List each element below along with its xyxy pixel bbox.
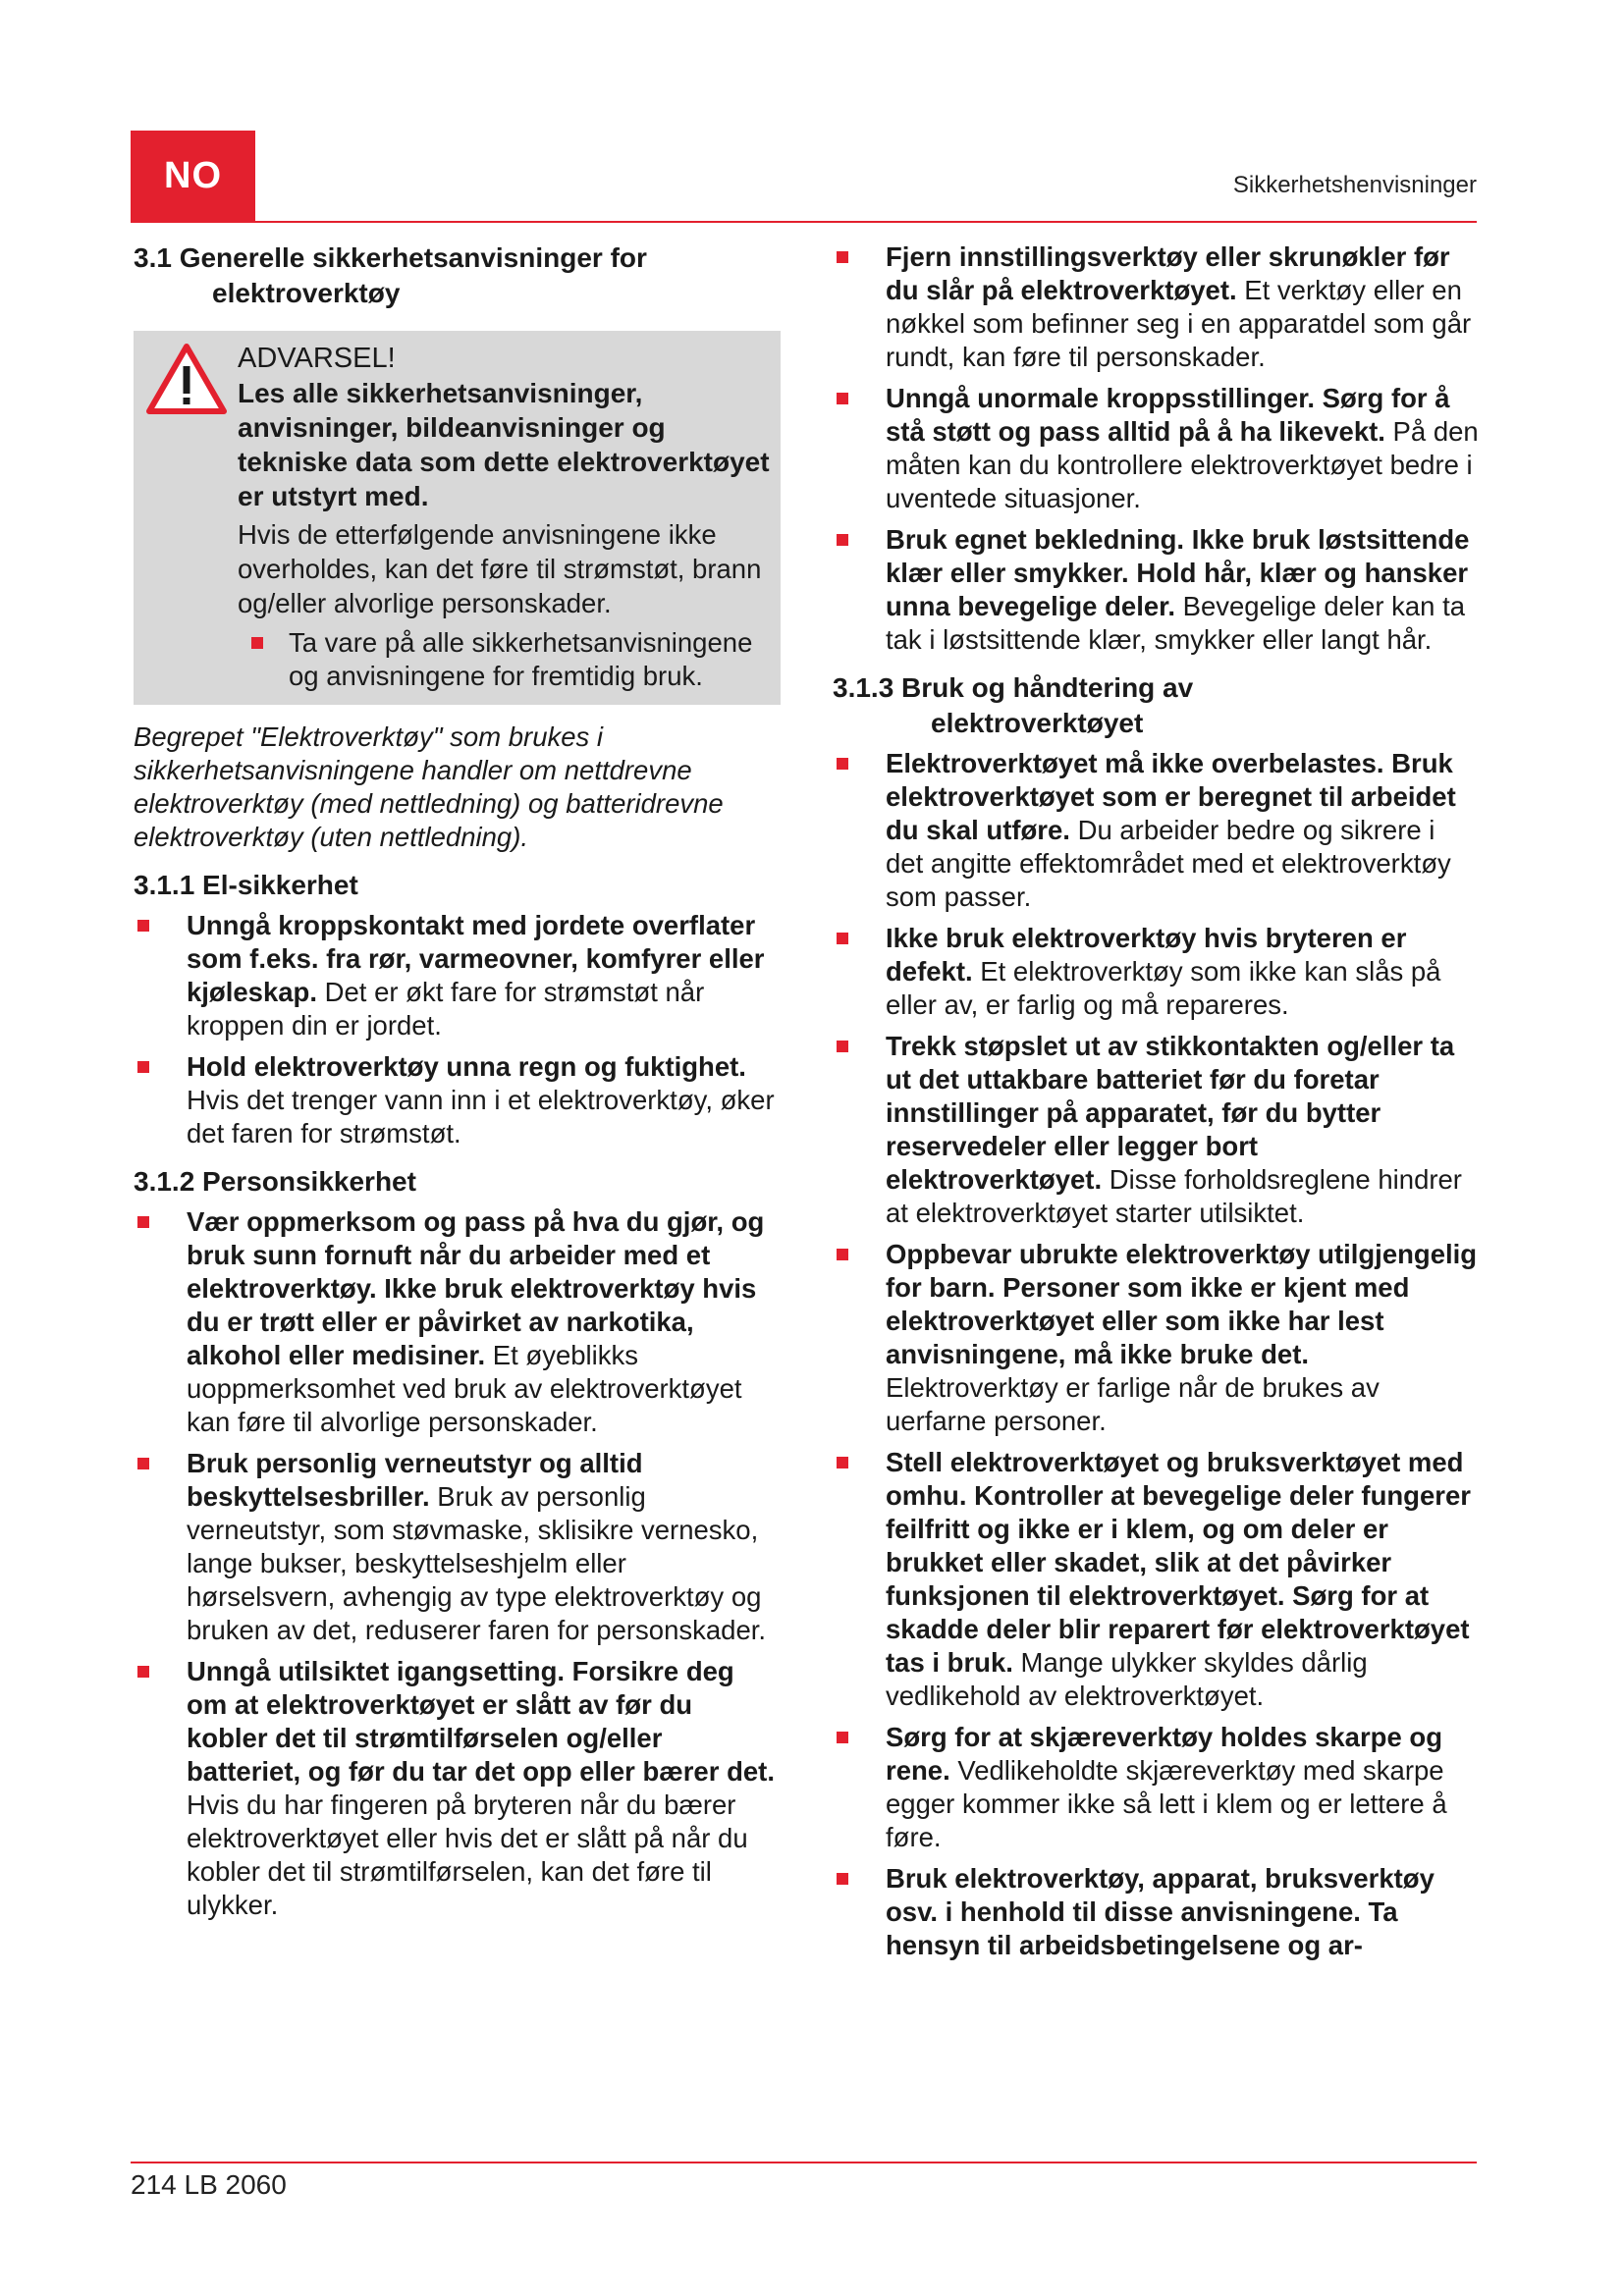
bullet-icon bbox=[137, 920, 149, 932]
bullet-icon bbox=[137, 1216, 149, 1228]
list-item: Vær oppmerksom og pass på hva du gjør, og bruk sunn fornuft når du arbeider med et elektroverktøy. Ikke bruk elektroverktøy hvis du er trøtt eller er påvirket av narkotika, alkohol eller medisiner. Et øyeblikks uoppmerksomhet ved bruk av elektroverktøyet kan føre til alvorlige personskader. bbox=[134, 1205, 781, 1439]
tool-use-list bbox=[833, 747, 1479, 1962]
right-column bbox=[833, 240, 1479, 1970]
warning-text: Hvis de etterfølgende anvisningene ikke overholdes, kan det føre til strømstøt, brann og/eller alvorlige personskader. bbox=[238, 519, 762, 618]
list-item: Stell elektroverktøyet og bruksverktøyet med omhu. Kontroller at bevegelige deler fungerer feilfritt og ikke er i klem, og om deler er brukket eller skadet, slik at det påvirker funksjonen til elektroverktøyet. Sørg for at skadde deler blir reparert før elektroverktøyet tas i bruk. Mange ulykker skyldes dårlig vedlikehold av elektroverktøyet. bbox=[833, 1446, 1479, 1713]
bullet-icon bbox=[837, 1457, 848, 1468]
left-column bbox=[134, 240, 781, 1930]
list-item: Fjern innstillingsverktøy eller skrunøkler før du slår på elektroverktøyet. Et verktøy eller en nøkkel som befinner seg i en apparatdel som går rundt, kan føre til personskader. bbox=[833, 240, 1479, 374]
warning-title: ADVARSEL! bbox=[238, 343, 396, 374]
header-title: Sikkerhetshenvisninger bbox=[1232, 172, 1477, 198]
bullet-icon bbox=[837, 1249, 848, 1260]
list-item: Elektroverktøyet må ikke overbelastes. Bruk elektroverktøyet som er beregnet til arbeidet du skal utføre. Du arbeider bedre og sikrere i det angitte effektområdet med et elektroverktøy som passer. bbox=[833, 747, 1479, 914]
warning-box bbox=[134, 331, 781, 705]
bullet-icon bbox=[837, 251, 848, 263]
list-item: Hold elektroverktøy unna regn og fuktighet. Hvis det trenger vann inn i et elektroverktøy, øker det faren for strømstøt. bbox=[134, 1050, 781, 1150]
personal-safety-list-cont bbox=[833, 240, 1479, 657]
warning-bold-text: Les alle sikkerhetsanvisninger, anvisninger, bildeanvisninger og tekniske data som dette elektroverktøyet er utstyrt med. bbox=[238, 378, 770, 511]
el-safety-list bbox=[134, 909, 781, 1150]
personal-safety-list bbox=[134, 1205, 781, 1922]
bullet-icon bbox=[837, 393, 848, 404]
bullet-icon bbox=[837, 1041, 848, 1052]
subsection-heading: 3.1.2 Personsikkerhet bbox=[134, 1166, 416, 1197]
language-badge: NO bbox=[131, 131, 255, 222]
list-item: Ta vare på alle sikkerhetsanvisningene og anvisningene for fremtidig bruk. bbox=[238, 626, 775, 693]
footer-rule bbox=[131, 2162, 1477, 2163]
bullet-icon bbox=[251, 637, 263, 649]
list-item: Bruk egnet bekledning. Ikke bruk løstsittende klær eller smykker. Hold hår, klær og hansker unna bevegelige deler. Bevegelige deler kan ta tak i løstsittende klær, smykker eller langt hår. bbox=[833, 523, 1479, 657]
list-item: Bruk personlig verneutstyr og alltid beskyttelsesbriller. Bruk av personlig verneutstyr, som støvmaske, sklisikre vernesko, lange bukser, beskyttelseshjelm eller hørselsvern, avhengig av type elektroverktøy og bruken av det, reduserer faren for personskader. bbox=[134, 1447, 781, 1647]
bullet-icon bbox=[837, 933, 848, 944]
list-item: Bruk elektroverktøy, apparat, bruksverktøy osv. i henhold til disse anvisningene. Ta hensyn til arbeidsbetingelsene og ar- bbox=[833, 1862, 1479, 1962]
bullet-icon bbox=[837, 1732, 848, 1743]
list-item: Unngå utilsiktet igangsetting. Forsikre deg om at elektroverktøyet er slått av før du kobler det til strømtilførselen og/eller batteriet, og før du tar det opp eller bærer det. Hvis du har fingeren på bryteren når du bærer elektroverktøyet eller hvis det er slått på når du kobler det til strømtilførselen, kan det føre til ulykker. bbox=[134, 1655, 781, 1922]
bullet-icon bbox=[137, 1458, 149, 1469]
list-item: Oppbevar ubrukte elektroverktøy utilgjengelig for barn. Personer som ikke er kjent med elektroverktøyet eller som ikke har lest anvisningene, må ikke bruke det. Elektroverktøy er farlige når de brukes av uerfarne personer. bbox=[833, 1238, 1479, 1438]
list-item: Unngå kroppskontakt med jordete overflater som f.eks. fra rør, varmeovner, komfyrer eller kjøleskap. Det er økt fare for strømstøt når kroppen din er jordet. bbox=[134, 909, 781, 1042]
subsection-heading: 3.1.3 Bruk og håndtering av elektroverktøyet bbox=[833, 672, 1194, 738]
page-footer: 214 LB 2060 bbox=[131, 2169, 287, 2200]
bullet-icon bbox=[137, 1666, 149, 1678]
bullet-icon bbox=[837, 1873, 848, 1885]
bullet-icon bbox=[137, 1061, 149, 1073]
list-item: Sørg for at skjæreverktøy holdes skarpe og rene. Vedlikeholdte skjæreverktøy med skarpe egger kommer ikke så lett i klem og er lettere å føre. bbox=[833, 1721, 1479, 1854]
header-rule bbox=[131, 221, 1477, 223]
intro-text: Begrepet "Elektroverktøy" som brukes i sikkerhetsanvisningene handler om nettdrevne elektroverktøy (med nettledning) og batteridrevne elektroverktøy (uten nettledning). bbox=[134, 721, 724, 852]
section-heading: 3.1 Generelle sikkerhetsanvisninger for elektroverktøy bbox=[134, 242, 647, 308]
bullet-icon bbox=[837, 758, 848, 770]
bullet-icon bbox=[837, 534, 848, 546]
list-item: Unngå unormale kroppsstillinger. Sørg for å stå støtt og pass alltid på å ha likevekt. På den måten kan du kontrollere elektroverktøyet bedre i uventede situasjoner. bbox=[833, 382, 1479, 515]
subsection-heading: 3.1.1 El-sikkerhet bbox=[134, 870, 358, 900]
warning-triangle-icon bbox=[145, 343, 228, 415]
list-item: Trekk støpslet ut av stikkontakten og/eller ta ut det uttakbare batteriet før du foretar innstillinger på apparatet, før du bytter reservedeler eller legger bort elektroverktøyet. Disse forholdsreglene hindrer at elektroverktøyet starter utilsiktet. bbox=[833, 1030, 1479, 1230]
list-item: Ikke bruk elektroverktøy hvis bryteren er defekt. Et elektroverktøy som ikke kan slås på eller av, er farlig og må repareres. bbox=[833, 922, 1479, 1022]
